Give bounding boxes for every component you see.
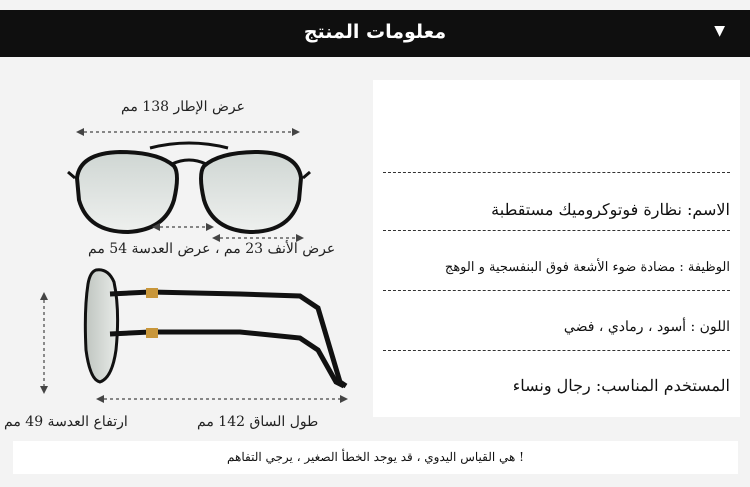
lens-height-label: ارتفاع العدسة 49 مم [4, 414, 128, 430]
spec-user: المستخدم المناسب: رجال ونساء [512, 376, 730, 395]
section-header[interactable] [0, 10, 750, 57]
section-title: معلومات المنتج [303, 21, 447, 43]
spec-function: الوظيفة : مضادة ضوء الأشعة فوق البنفسجية و الوهج [444, 260, 730, 275]
temple-length-label: طول الساق 142 مم [197, 414, 319, 430]
size-diagram [0, 60, 372, 440]
divider [383, 230, 730, 231]
divider [383, 350, 730, 351]
frame-width-label: عرض الإطار 138 مم [121, 99, 245, 115]
spec-name: الاسم: نظارة فوتوكروميك مستقطبة [491, 200, 730, 219]
specs-panel [373, 80, 740, 417]
triangle-down-icon[interactable]: ▼ [714, 23, 725, 39]
divider [383, 290, 730, 291]
nose-lens-width-label: عرض الأنف 23 مم ، عرض العدسة 54 مم [88, 241, 336, 257]
divider [383, 172, 730, 173]
spec-color: اللون : أسود ، رمادي ، فضي [563, 319, 730, 335]
measurement-note: ! هي القياس اليدوي ، قد يوجد الخطأ الصغير ، يرجي التفاهم [13, 441, 738, 474]
